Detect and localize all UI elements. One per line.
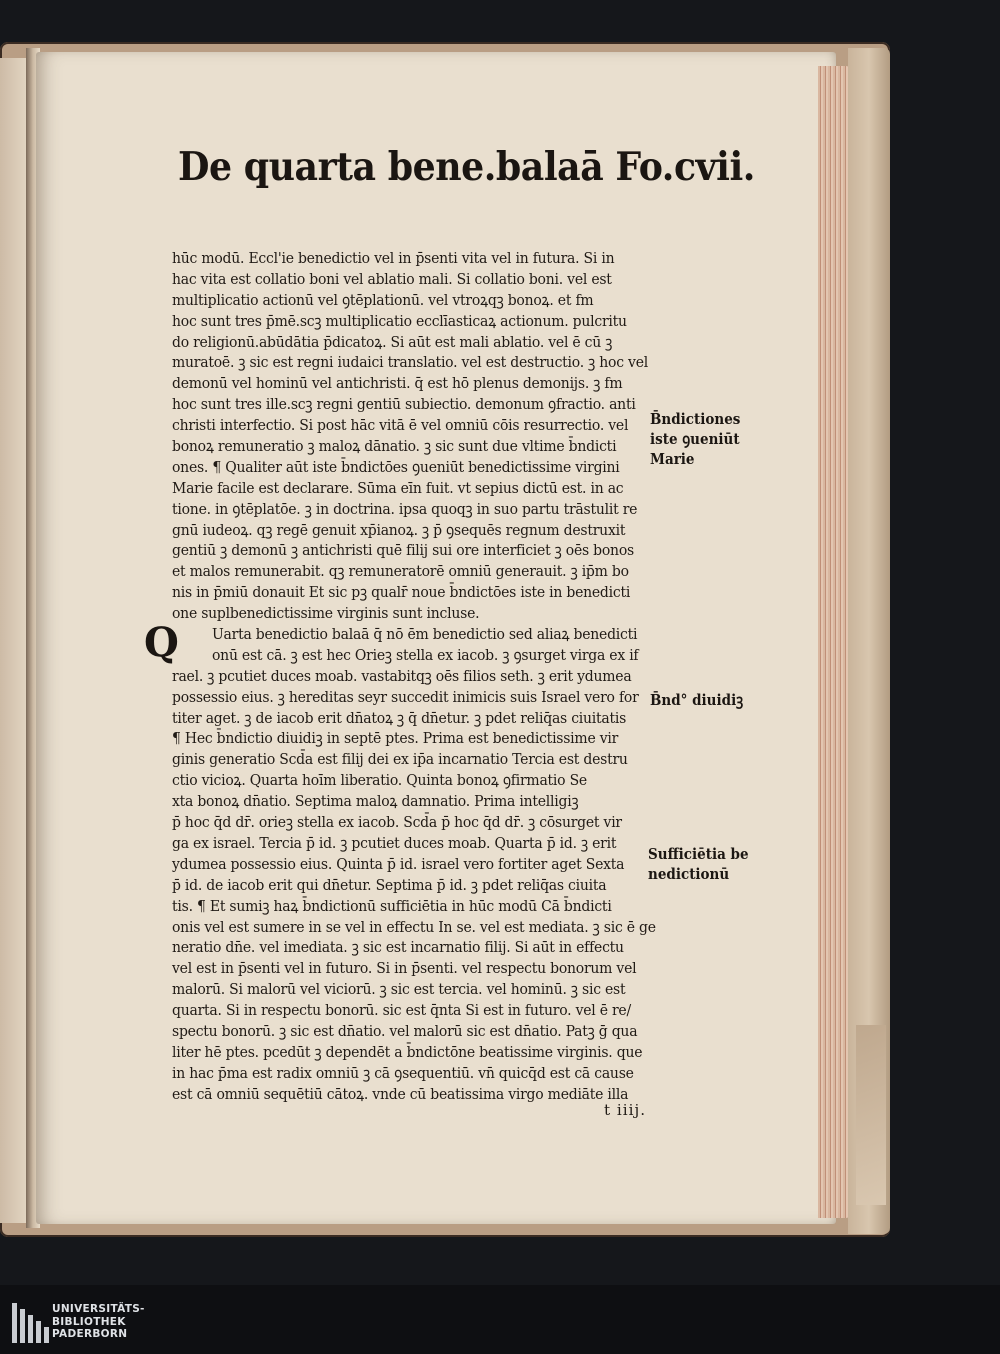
text-line — [172, 1063, 692, 1084]
text-line-content: ga ex israel. Tercia p̄ id. ꝫ pcutiet duces moab. Quarta p̄ id. ꝫ erit — [172, 833, 617, 852]
margin-note-line: Marie — [650, 450, 695, 468]
text-line-content: ¶ Hec b̄ndictio diuidiꝫ in septē ptes. Prima est benedictissime vir — [172, 729, 619, 748]
text-line — [172, 979, 692, 1000]
text-line-content: est cā omniū sequētiū cātoꝝ. vnde cū beatissima virgo mediāte illa — [172, 1084, 629, 1103]
text-line-content: rael. ꝫ pcutiet duces moab. vastabitqꝫ oēs filios seth. ꝫ erit ydumea — [172, 666, 632, 685]
text-line — [172, 1021, 692, 1042]
text-line-content: ydumea possessio eius. Quinta p̄ id. israel vero fortiter aget Sexta — [172, 854, 625, 873]
margin-note-benedictiones — [650, 409, 750, 469]
text-line — [172, 269, 692, 290]
text-line-content: christi interfectio. Si post hāc vitā ē vel omniū cōis resurrectio. vel — [172, 416, 629, 435]
library-name-line: PADERBORN — [52, 1328, 128, 1340]
text-line-content: hac vita est collatio boni vel ablatio mali. Si collatio boni. vel est — [172, 269, 612, 288]
margin-note-line: B̄ndictiones — [650, 410, 741, 428]
margin-note-sufficientia — [648, 844, 760, 884]
text-line — [172, 937, 692, 958]
text-line-content: quarta. Si in respectu bonorū. sic est q̄nta Si est in futuro. vel ē re/ — [172, 1001, 631, 1020]
text-line-content: ctio vicioꝝ. Quarta hoīm liberatio. Quinta bonoꝝ ꝯfirmatio Se — [172, 771, 587, 790]
right-page — [36, 52, 836, 1224]
text-line-content: onis vel est sumere in se vel in effectu In se. vel est mediata. ꝫ sic ē ge — [172, 917, 656, 936]
text-line — [172, 812, 692, 833]
text-line-content: do religionū.abūdātia p̄dicatoꝝ. Si aūt est mali ablatio. vel ē cū ꝫ — [172, 332, 613, 351]
text-line — [172, 415, 692, 436]
text-line — [172, 582, 692, 603]
text-line — [172, 645, 692, 666]
text-line-content: neratio dn̄e. vel imediata. ꝫ sic est incarnatio filij. Si aūt in effectu — [172, 938, 624, 957]
text-line-content: malorū. Si malorū vel viciorū. ꝫ sic est tercia. vel hominū. ꝫ sic est — [172, 980, 626, 999]
text-line — [172, 896, 692, 917]
text-line — [172, 687, 692, 708]
text-line-content: p̄ hoc q̄d dr̄. orieꝫ stella ex iacob. Scd̄a p̄ hoc q̄d dr̄. ꝫ cōsurget vir — [172, 813, 622, 832]
cover-crease — [856, 1025, 886, 1205]
text-line — [172, 540, 692, 561]
text-line-content: vel est in p̄senti vel in futuro. Si in p̄senti. vel respectu bonorum vel — [172, 959, 637, 978]
margin-note-line: Sufficiētia be — [648, 845, 749, 863]
text-line-content: hūc modū. Eccl'ie benedictio vel in p̄senti vita vel in futura. Si in — [172, 249, 615, 267]
text-line — [172, 728, 692, 749]
text-line-content: titer aget. ꝫ de iacob erit dn̄atoꝝ ꝫ q̄ dn̄etur. ꝫ pdet reliq̄as ciuitatis — [172, 708, 627, 727]
text-line-content: bonoꝝ remuneratio ꝫ maloꝝ dānatio. ꝫ sic sunt due vltime b̄ndicti — [172, 437, 617, 456]
text-line — [172, 373, 692, 394]
text-line-content: gnū iudeoꝝ. qꝫ regē genuit xp̄ianoꝝ. ꝫ p̄ ꝯsequēs regnum destruxit — [172, 520, 626, 539]
text-line — [172, 749, 692, 770]
text-line-content: onū est cā. ꝫ est hec Orieꝫ stella ex iacob. ꝫ ꝯsurget virga ex if — [212, 645, 639, 664]
text-line — [172, 603, 692, 624]
text-line-content: nis in p̄miū donauit Et sic pꝫ qualr̄ noue b̄ndictōes iste in benedicti — [172, 583, 631, 602]
text-line — [172, 499, 692, 520]
text-line-content: tione. in ꝯtēplatōe. ꝫ in doctrina. ipsa quoqꝫ in suo partu trāstulit re — [172, 499, 638, 518]
text-line — [172, 311, 692, 332]
left-page-edge — [0, 58, 29, 1223]
text-line — [172, 958, 692, 979]
text-line-content: hoc sunt tres ille.scꝫ regni gentiū subiectio. demonum ꝯfractio. anti — [172, 395, 636, 414]
library-name-line: BIBLIOTHEK — [52, 1315, 126, 1328]
text-line — [172, 394, 692, 415]
text-line — [172, 1000, 692, 1021]
text-line — [172, 1042, 692, 1063]
text-line — [172, 624, 692, 645]
text-line-content: p̄ id. de iacob erit qui dn̄etur. Septima p̄ id. ꝫ pdet reliq̄as ciuita — [172, 875, 607, 894]
margin-note-line: nedictionū — [648, 865, 730, 883]
text-line — [172, 854, 692, 875]
text-line-content: possessio eius. ꝫ hereditas seyr succedit inimicis suis Israel vero for — [172, 687, 639, 706]
library-logo — [0, 1295, 300, 1351]
library-name — [52, 1303, 145, 1341]
text-line — [172, 248, 692, 269]
decorated-initial: Q — [144, 619, 179, 666]
margin-note-line: iste ꝯueniūt — [650, 430, 740, 448]
signature-mark: t iiij. — [604, 1101, 647, 1119]
text-line-content: ginis generatio Scd̄a est filij dei ex ip̄a incarnatio Tercia est destru — [172, 750, 628, 769]
text-line-content: liter hē ptes. pcedūt ꝫ dependēt a b̄ndictōne beatissime virginis. que — [172, 1042, 643, 1061]
text-line-content: hoc sunt tres p̄mē.scꝫ multiplicatio ecclīasticaꝝ actionum. pulcritu — [172, 311, 627, 330]
library-name-line: UNIVERSITÄTS- — [52, 1303, 145, 1315]
text-line — [172, 561, 692, 582]
text-line-content: muratoē. ꝫ sic est regni iudaici translatio. vel est destructio. ꝫ hoc vel — [172, 353, 648, 372]
text-line-content: et malos remunerabit. qꝫ remuneratorē omniū generauit. ꝫ ip̄m bo — [172, 562, 629, 581]
text-line — [172, 833, 692, 854]
text-line-content: Marie facile est declarare. Sūma eīn fuit. vt sepius dictū est. in ac — [172, 478, 624, 497]
text-line — [172, 290, 692, 311]
margin-note-diuiditur — [650, 690, 753, 710]
page-edges — [818, 66, 850, 1218]
text-line — [172, 478, 692, 499]
text-line — [172, 332, 692, 353]
text-line-content: ones. ¶ Qualiter aūt iste b̄ndictōes ꝯueniūt benedictissime virgini — [172, 457, 620, 476]
text-line-content: multiplicatio actionū vel ꝯtēplationū. vel vtroꝝqꝫ bonoꝝ. et fm — [172, 290, 594, 309]
text-line-content: Uarta benedictio balaā q̄ nō ēm benedictio sed aliaꝝ benedicti — [212, 625, 638, 644]
text-line-content: demonū vel hominū vel antichristi. q̄ est hō plenus demonijs. ꝫ fm — [172, 374, 623, 393]
text-line — [172, 352, 692, 373]
text-line — [172, 666, 692, 687]
text-line — [172, 791, 692, 812]
main-text-column — [172, 248, 692, 1105]
text-line — [172, 875, 692, 896]
running-head: De quarta bene.balaā Fo.cvii. — [178, 144, 755, 190]
text-line-content: gentiū ꝫ demonū ꝫ antichristi quē filij sui ore interficiet ꝫ oēs bonos — [172, 541, 634, 560]
text-line-content: in hac p̄ma est radix omniū ꝫ cā ꝯsequentiū. vn̄ quicq̄d est cā cause — [172, 1063, 634, 1082]
text-line — [172, 770, 692, 791]
text-line-content: xta bonoꝝ dn̄atio. Septima maloꝝ damnatio. Prima intelligiꝫ — [172, 792, 579, 811]
text-line — [172, 917, 692, 938]
text-line-content: spectu bonorū. ꝫ sic est dn̄atio. vel malorū sic est dn̄atio. Patꝫ ḡ qua — [172, 1021, 638, 1040]
text-line-content: tis. ¶ Et sumiꝫ haꝝ b̄ndictionū sufficiētia in hūc modū Cā b̄ndicti — [172, 896, 612, 915]
text-line — [172, 457, 692, 478]
text-line-content: one suplbenedictissime virginis sunt incluse. — [172, 604, 480, 623]
text-line — [172, 708, 692, 729]
text-line — [172, 520, 692, 541]
library-logo-icon — [12, 1303, 50, 1343]
margin-note-line: B̄nd° diuidiꝫ — [650, 691, 744, 709]
text-line — [172, 436, 692, 457]
